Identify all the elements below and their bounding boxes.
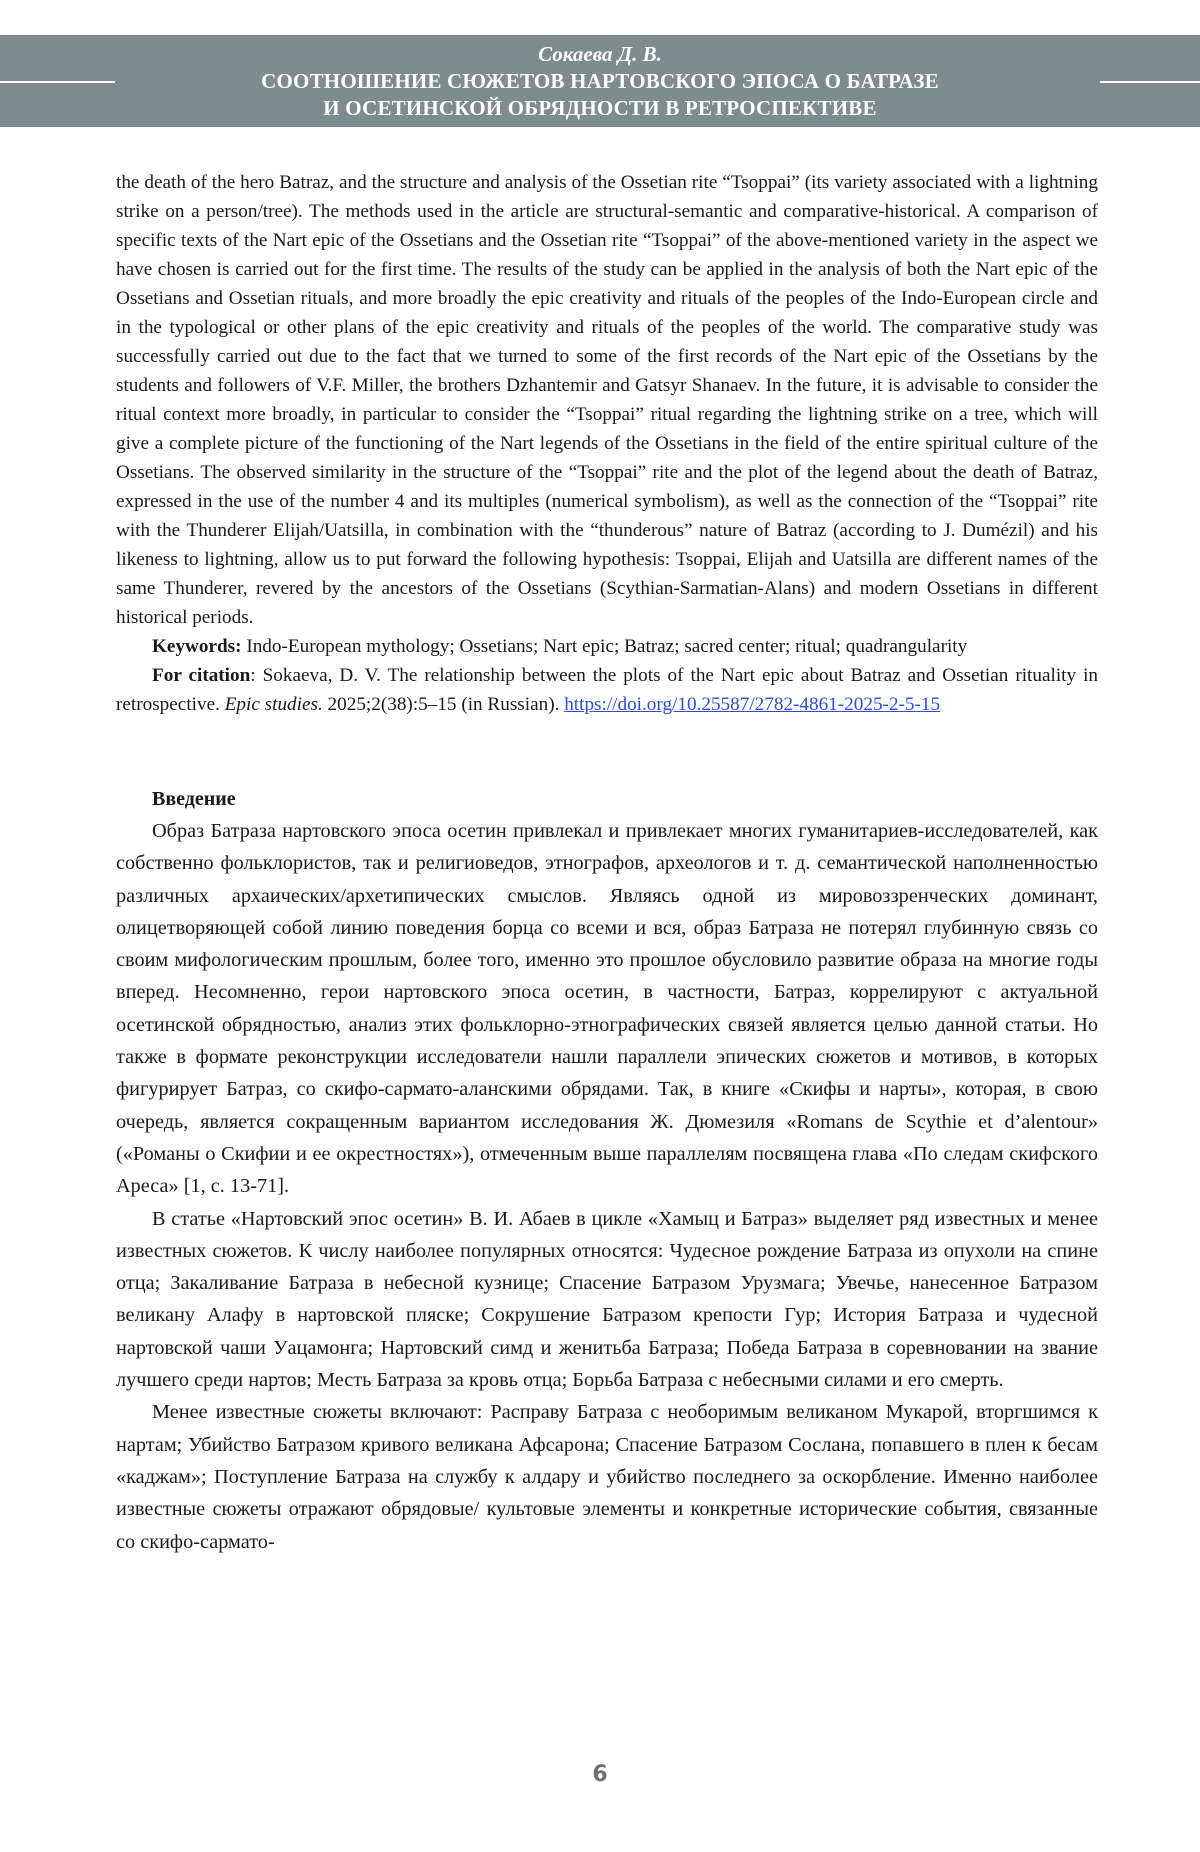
header-title-line-2: И ОСЕТИНСКОЙ ОБРЯДНОСТИ В РЕТРОСПЕКТИВЕ — [323, 96, 877, 120]
keywords-line — [116, 632, 1098, 661]
keywords-text: Indo-European mythology; Ossetians; Nart epic; Batraz; sacred center; ritual; quadrangularity — [241, 636, 968, 657]
header-title-line-1: СООТНОШЕНИЕ СЮЖЕТОВ НАРТОВСКОГО ЭПОСА О БАТРАЗЕ — [261, 69, 939, 93]
citation-label: For citation — [152, 665, 251, 686]
citation — [116, 661, 1098, 719]
citation-journal: Epic studies. — [224, 694, 323, 715]
intro-paragraph-2: В статье «Нартовский эпос осетин» В. И. Абаев в цикле «Хамыц и Батраз» выделяет ряд известных и менее известных сюжетов. К числу наиболее популярных относятся: Чудесное рождение Батраза из опухоли на спине отца; Закаливание Батраза в небесной кузнице; Спасение Батразом Урузмага; Увечье, нанесенное Батразом великану Алафу в нартовской пляске; Сокрушение Батразом крепости Гур; История Батраза и чудесной нартовской чаши Уацамонга; Нартовский симд и женитьба Батраза; Победа Батраза в соревновании на звание лучшего среди нартов; Месть Батраза за кровь отца; Борьба Батраза с небесными силами и его смерть. — [116, 1207, 1098, 1392]
running-header — [0, 35, 1200, 127]
header-title — [0, 68, 1200, 122]
citation-details: 2025;2(38):5–15 (in Russian). — [322, 694, 565, 715]
header-author: Сокаева Д. В. — [538, 42, 662, 66]
intro-paragraph-3: Менее известные сюжеты включают: Расправу Батраза с необоримым великаном Мукарой, вторгшимся к нартам; Убийство Батразом кривого великана Афсарона; Спасение Батразом Сослана, попавшего в плен к бесам «каджам»; Поступление Батраза на службу к алдару и убийство последнего за оскорбление. Именно наиболее известные сюжеты отражают обрядовые/ культовые элементы и конкретные исторические события, связанные со скифо-сармато- — [116, 1401, 1098, 1553]
introduction-section — [116, 783, 1098, 1558]
abstract-text: the death of the hero Batraz, and the structure and analysis of the Ossetian rite “Tsoppai” (its variety associated with a lightning strike on a person/tree). The methods used in the article are structural-semantic and comparative-historical. A comparison of specific texts of the Nart epic of the Ossetians and the Ossetian rite “Tsoppai” of the above-mentioned variety in the aspect we have chosen is carried out for the first time. The results of the study can be applied in the analysis of both the Nart epic of the Ossetians and Ossetian rituals, and more broadly the epic creativity and rituals of the peoples of the Indo-European circle and in the typological or other plans of the epic creativity and rituals of the peoples of the world. The comparative study was successfully carried out due to the fact that we turned to some of the first records of the Nart epic of the Ossetians by the students and followers of V.F. Miller, the brothers Dzhantemir and Gatsyr Shanaev. In the future, it is advisable to consider the ritual context more broadly, in particular to consider the “Tsoppai” ritual regarding the lightning strike on a tree, which will give a complete picture of the functioning of the Nart legends of the Ossetians in the field of the entire spiritual culture of the Ossetians. The observed similarity in the structure of the “Tsoppai” rite and the plot of the legend about the death of Batraz, expressed in the use of the number 4 and its multiples (numerical symbolism), as well as the connection of the “Tsoppai” rite with the Thunderer Elijah/Uatsilla, in combination with the “thunderous” nature of Batraz (according to J. Dumézil) and his likeness to lightning, allow us to put forward the following hypothesis: Tsoppai, Elijah and Uatsilla are different names of the same Thunderer, revered by the ancestors of the Ossetians (Scythian-Sarmatian-Alans) and modern Ossetians in different historical periods. — [116, 172, 1098, 628]
keywords-label: Keywords: — [152, 636, 242, 657]
page-content — [116, 168, 1098, 1558]
section-heading-introduction: Введение — [152, 788, 236, 810]
page-number: 6 — [592, 1762, 608, 1787]
doi-link[interactable]: https://doi.org/10.25587/2782-4861-2025-2-5-15 — [564, 694, 941, 715]
citation-text: : Sokaeva, D. V. The relationship between the plots of the Nart epic about Batraz and Ossetian rituality in retrospective. — [116, 665, 1098, 715]
intro-paragraph-1: Образ Батраза нартовского эпоса осетин привлекал и привлекает многих гуманитариев-исследователей, как собственно фольклористов, так и религиоведов, этнографов, археологов и т. д. семантической наполненностью различных архаических/архетипических смыслов. Являясь одной из мировоззренческих доминант, олицетворяющей собой линию поведения борца со всеми и вся, образ Батраза не потерял глубинную связь со своим мифологическим прошлым, более того, именно это прошлое обусловило развитие образа на многие годы вперед. Несомненно, герои нартовского эпоса осетин, в частности, Батраз, коррелируют с актуальной осетинской обрядностью, анализ этих фольклорно-этнографических связей является целью данной статьи. Но также в формате реконструкции исследователи нашли параллели эпических сюжетов и мотивов, в которых фигурирует Батраз, со скифо-сармато-аланскими обрядами. Так, в книге «Скифы и нарты», которая, в свою очередь, является сокращенным вариантом исследования Ж. Дюмезиля «Romans de Scythie et d’alentour» («Романы о Скифии и ее окрестностях»), отмеченным выше параллелям посвящена глава «По следам скифского Ареса» [1, с. 13-71]. — [116, 820, 1098, 1198]
